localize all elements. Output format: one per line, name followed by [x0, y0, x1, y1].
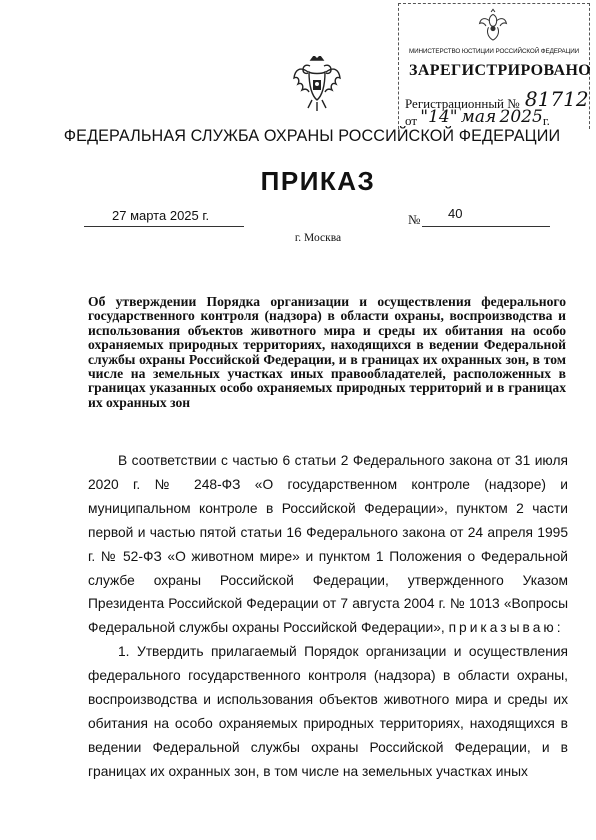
stamp-reg-number: 81712 — [524, 87, 589, 111]
paragraph-preamble — [88, 449, 568, 640]
double-headed-eagle-icon — [477, 8, 509, 44]
stamp-date-year: 2025 — [499, 107, 543, 127]
order-number: 40 — [448, 206, 463, 221]
order-subject: Об утверждении Порядка организации и осуществления федерального государственного контроля (надзора) в области охраны, воспроизводства и использования объектов животного мира и среды их обитания на особо охраняемых природных территориях, находящихся в ведении Федеральной службы охраны Российской Федерации, и в границах их охранных зон, в том числе на земельных участках иных правообладателей, расположенных в границах указанных особо охраняемых природных территорий и в границах их охранных зон — [88, 294, 566, 410]
stamp-reg-label: Регистрационный № — [405, 96, 520, 111]
order-number-field — [422, 206, 550, 227]
stamp-date-suffix: г. — [542, 113, 550, 128]
order-phrase: приказываю: — [448, 620, 564, 636]
stamp-date-day: "14" — [420, 107, 458, 127]
order-body — [88, 449, 568, 784]
registration-stamp — [398, 3, 590, 129]
paragraph-item-1: 1. Утвердить прилагаемый Порядок организации и осуществления федерального государственного контроля (надзора) в области охраны, воспроизводства и использования объектов животного мира и среды их обитания на особо охраняемых природных территориях, находящихся в ведении Федеральной службы охраны Российской Федерации, и в границах их охранных зон, в том числе на земельных участках иных — [88, 644, 568, 779]
preamble-text: В соответствии с частью 6 статьи 2 Федерального закона от 31 июля 2020 г. № 248-ФЗ «О государственном контроле (надзоре) и муниципальном контроле в Российской Федерации», пунктом 2 части первой и частью пятой статьи 16 Федерального закона от 24 апреля 1995 г. № 52-ФЗ «О животном мире» и пунктом 1 Положения о Федеральной службе охраны Российской Федерации, утвержденного Указом Президента Российской Федерации от 7 августа 2004 г. № 1013 «Вопросы Федеральной службы охраны Российской Федерации», — [88, 453, 568, 636]
stamp-status: ЗАРЕГИСТРИРОВАНО — [409, 62, 592, 79]
order-date: 27 марта 2025 г. — [112, 208, 210, 223]
stamp-date-month: мая — [460, 107, 497, 127]
order-date-field — [84, 206, 244, 227]
stamp-date-prefix: от — [405, 113, 418, 128]
document-type: ПРИКАЗ — [260, 166, 376, 196]
stamp-ministry: МИНИСТЕРСТВО ЮСТИЦИИ РОССИЙСКОЙ ФЕДЕРАЦИИ — [408, 48, 580, 55]
order-number-label: № — [408, 212, 421, 227]
agency-name: ФЕДЕРАЛЬНАЯ СЛУЖБА ОХРАНЫ РОССИЙСКОЙ ФЕДЕРАЦИИ — [63, 127, 561, 145]
coat-of-arms-icon — [292, 56, 342, 112]
city: г. Москва — [294, 232, 342, 244]
